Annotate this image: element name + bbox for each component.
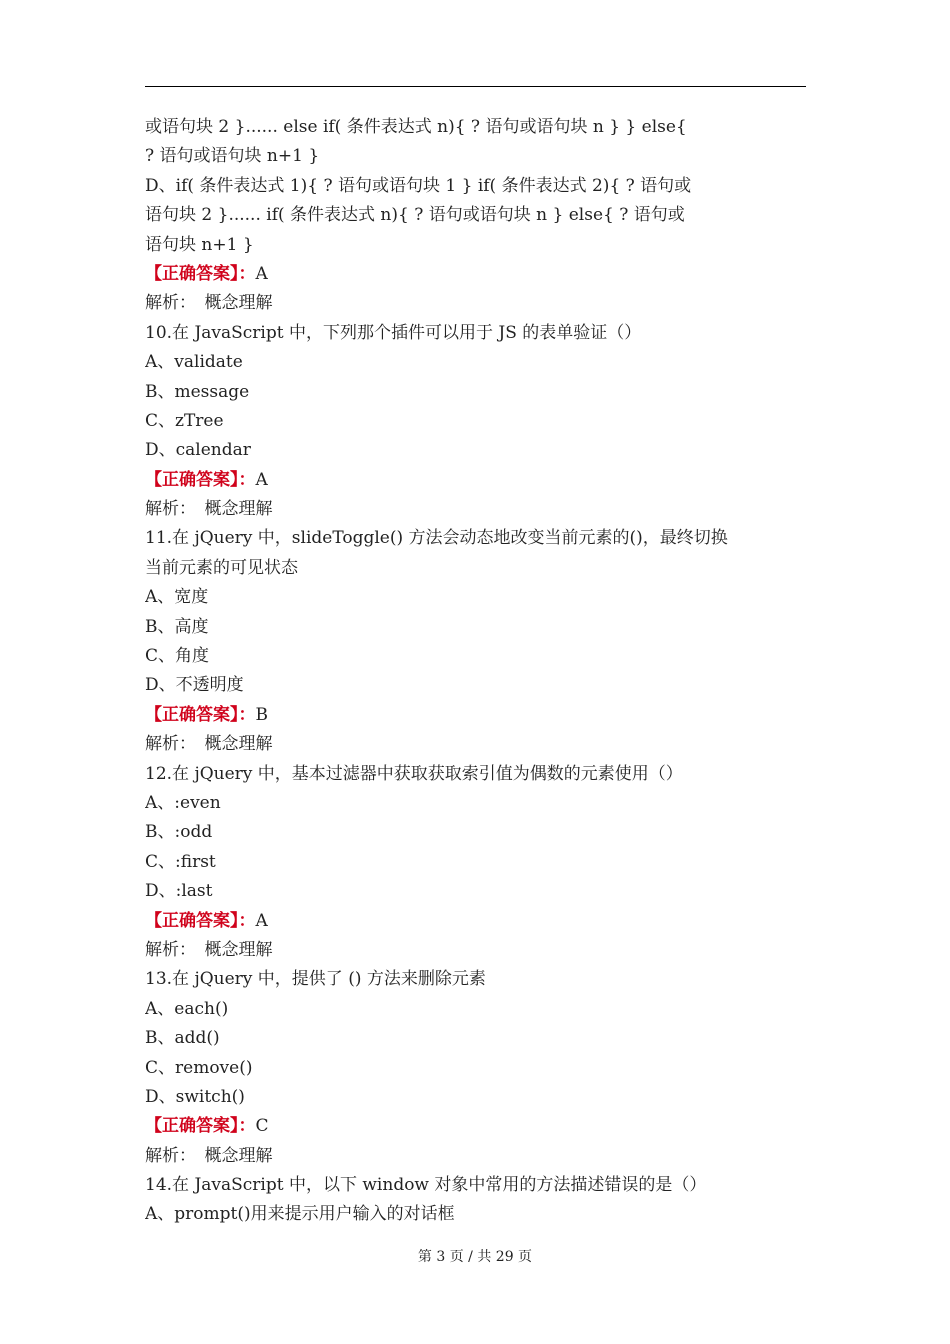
text-line: C、zTree [145,410,224,431]
text-line: A、each() [145,998,229,1019]
text-line: 语句块 2 }...... if( 条件表达式 n){ ? 语句或语句块 n } else{ ? 语句或 [145,205,685,226]
answer-label: 【正确答案】： [145,1116,256,1137]
text-line: D、if( 条件表达式 1){ ? 语句或语句块 1 } if( 条件表达式 2){ ? 语句或 [145,175,692,196]
correct-answer-line [145,466,810,495]
text-line: 解析： 概念理解 [145,499,273,520]
text-line: C、remove() [145,1057,253,1078]
text-line: 当前元素的可见状态 [145,557,298,578]
answer-label: 【正确答案】： [145,263,256,284]
text-line: 13.在 jQuery 中，提供了 () 方法来删除元素 [145,969,486,990]
text-line: 解析： 概念理解 [145,293,273,314]
correct-answer-line [145,701,810,730]
text-line: 解析： 概念理解 [145,939,273,960]
text-line: D、switch() [145,1086,245,1107]
text-line: C、:first [145,851,216,872]
correct-answer-line [145,1112,810,1141]
text-line: A、validate [145,352,243,373]
answer-value: A [255,910,268,931]
text-line: 11.在 jQuery 中，slideToggle() 方法会动态地改变当前元素的()，最终切换 [145,528,728,549]
text-line: 或语句块 2 }...... else if( 条件表达式 n){ ? 语句或语句块 n } } else{ [145,117,687,137]
answer-value: C [255,1116,269,1137]
document-body [145,113,810,1230]
text-line: D、calendar [145,440,251,461]
correct-answer-line [145,260,810,289]
text-line: 10.在 JavaScript 中，下列那个插件可以用于 JS 的表单验证（） [145,322,642,343]
text-line: A、:even [145,792,221,813]
text-line: C、角度 [145,646,210,667]
text-line: 解析： 概念理解 [145,1145,273,1166]
page-footer: 第 3 页 / 共 29 页 [417,1249,533,1265]
text-line: A、宽度 [145,587,209,608]
text-line: A、prompt()用来提示用户输入的对话框 [145,1204,455,1225]
text-line: 解析： 概念理解 [145,734,273,755]
answer-value: A [255,263,268,284]
text-line: 语句块 n+1 } [145,234,254,255]
answer-label: 【正确答案】： [145,469,256,490]
answer-value: B [255,704,268,725]
text-line: 12.在 jQuery 中，基本过滤器中获取获取索引值为偶数的元素使用（） [145,763,683,784]
answer-label: 【正确答案】： [145,704,256,725]
text-line: B、message [145,381,250,402]
header-rule [145,86,806,87]
text-line: D、:last [145,881,213,902]
text-line: B、:odd [145,822,213,843]
text-line: 14.在 JavaScript 中，以下 window 对象中常用的方法描述错误的是（） [145,1175,707,1196]
text-line: B、高度 [145,616,209,637]
correct-answer-line [145,907,810,936]
text-line: ? 语句或语句块 n+1 } [145,146,320,167]
text-line: B、add() [145,1028,220,1049]
text-line: D、不透明度 [145,675,244,696]
answer-label: 【正确答案】： [145,910,256,931]
answer-value: A [255,469,268,490]
